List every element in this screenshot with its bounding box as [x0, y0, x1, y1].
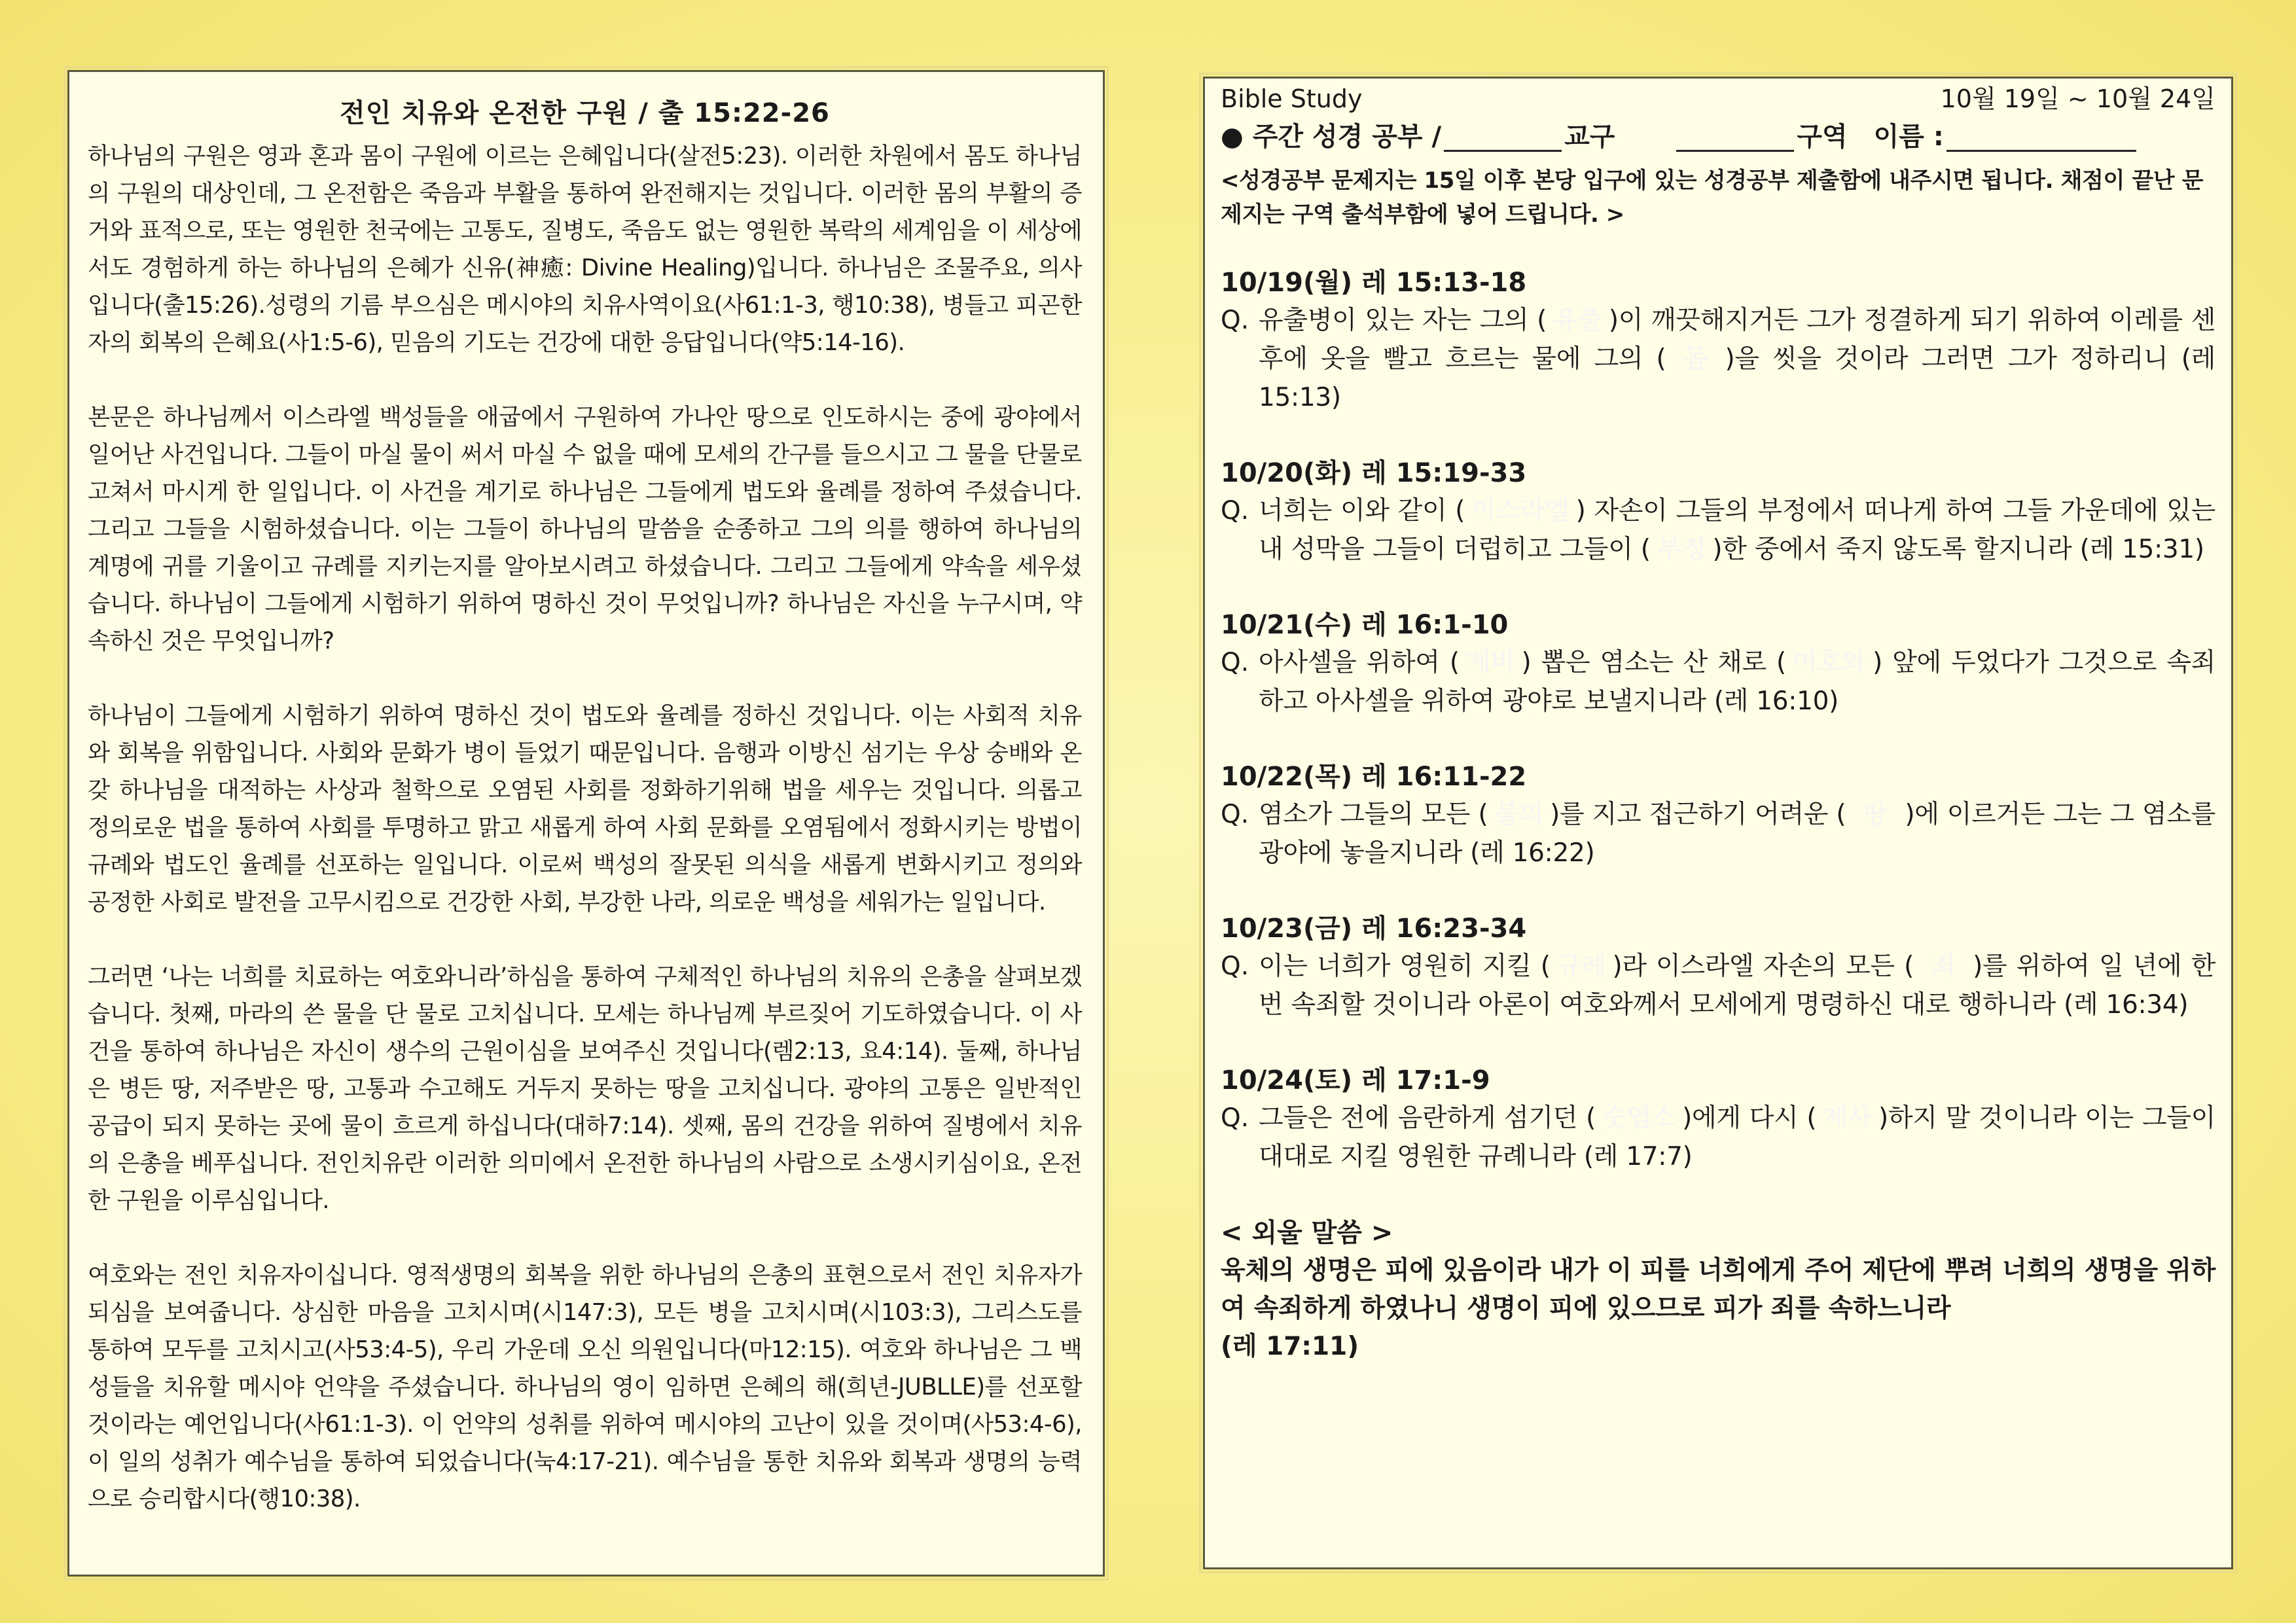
- question-text: 이는 너희가 영원히 지킬 (: [1259, 952, 1551, 981]
- study-day: [1221, 607, 2215, 721]
- question-text: 아사셀을 위하여 (: [1259, 648, 1460, 677]
- memory-verse: [1221, 1214, 2215, 1366]
- question-text: )에 이르거든 그는 그 염소를 광야에 놓을지니라 (레 16:22): [1259, 800, 2216, 868]
- question-text: )를 지고 접근하기 어려운 (: [1550, 800, 1846, 829]
- sermon-title: 전인 치유와 온전한 구원 / 출 15:22-26: [340, 98, 830, 128]
- memory-verse-text: 육체의 생명은 피에 있음이라 내가 이 피를 너희에게 주어 제단에 뿌려 너희의 생명을 위하여 속죄하게 하였나니 생명이 피에 있으므로 피가 죄를 속하느니라: [1221, 1256, 2215, 1323]
- day-heading: 10/23(금) 레 16:23-34: [1221, 914, 1527, 944]
- name-line: [1221, 118, 2215, 156]
- answer-blank[interactable]: 제사: [1823, 1103, 1872, 1133]
- question-text: ) 뽑은 염소는 산 채로 (: [1521, 648, 1786, 677]
- question: [1221, 947, 2215, 1024]
- question-text: 그들은 전에 음란하게 섬기던 (: [1259, 1103, 1596, 1133]
- day-heading: 10/24(토) 레 17:1-9: [1221, 1065, 1490, 1096]
- question-prefix: Q.: [1221, 1103, 1249, 1133]
- answer-blank[interactable]: 땅: [1863, 800, 1888, 829]
- question-prefix: Q.: [1221, 952, 1249, 981]
- answer-blank[interactable]: 제비: [1465, 648, 1515, 677]
- answer-blank[interactable]: 숫염소: [1602, 1103, 1676, 1133]
- answer-blank[interactable]: 여호와: [1792, 648, 1867, 677]
- answer-blank[interactable]: 유출: [1553, 306, 1602, 335]
- question: [1221, 643, 2215, 721]
- day-heading: 10/21(수) 레 16:1-10: [1221, 610, 1509, 640]
- question-text: )이 깨끗해지거든 그가 정결하게 되기 위하여 이레를 센 후에 옷을 빨고 흐르는 물에 그의 (: [1259, 306, 2215, 374]
- answer-blank[interactable]: 죄: [1931, 952, 1956, 981]
- question-text: 너희는 이와 같이 (: [1259, 496, 1465, 526]
- submission-notice: <성경공부 문제지는 15일 이후 본당 입구에 있는 성경공부 제출함에 내주시면 됩니다. 채점이 끝난 문제지는 구역 출석부함에 넣어 드립니다. >: [1221, 168, 2204, 228]
- district-blank[interactable]: [1444, 124, 1562, 152]
- sermon-paragraph: 본문은 하나님께서 이스라엘 백성들을 애굽에서 구원하여 가나안 땅으로 인도하시는 중에 광야에서 일어난 사건입니다. 그들이 마실 물이 써서 마실 수 없을 때에 모세의 간구를 들으시고 그 물을 단물로 고쳐서 마시게 한 일입니다. 이 사건을 계기로 하나님은 그들에게 법도와 율례를 정하여 주셨습니다. 그리고 그들을 시험하셨습니다. 이는 그들이 하나님의 말씀을 순종하고 그의 의를 행하여 하나님의 계명에 귀를 기울이고 규례를 지키는지를 알아보시려고 하셨습니다. 그리고 그들에게 약속을 세우셨습니다. 하나님이 그들에게 시험하기 위하여 명하신 것이 무엇입니까? 하나님은 자신을 누구시며, 약속하신 것은 무엇입니까?: [88, 404, 1082, 654]
- question-text: )를 위하여 일 년에 한 번 속죄할 것이니라 아론이 여호와께서 모세에게 명령하신 대로 행하니라 (레 16:34): [1259, 952, 2216, 1020]
- study-day: [1221, 1062, 2215, 1176]
- name-blank[interactable]: [1946, 124, 2136, 152]
- sermon-paragraph: 하나님의 구원은 영과 혼과 몸이 구원에 이르는 은혜입니다(살전5:23). 이러한 차원에서 몸도 하나님의 구원의 대상인데, 그 온전함은 죽음과 부활을 통하여 완전해지는 것입니다. 이러한 몸의 부활의 증거와 표적으로, 또는 영원한 천국에는 고통도, 질병도, 죽음도 없는 영원한 복락의 세계임을 이 세상에서도 경험하게 하는 하나님의 은혜가 신유(神癒: Divine Healing)입니다. 하나님은 조물주요, 의사입니다(출15:26).성령의 기름 부으심은 메시야의 치유사역이요(사61:1-3, 행10:38), 병들고 피곤한 자의 회복의 은혜요(사1:5-6), 믿음의 기도는 건강에 대한 응답입니다(약5:14-16).: [88, 143, 1082, 356]
- sermon-paragraph: 그러면 ‘나는 너희를 치료하는 여호와니라’하심을 통하여 구체적인 하나님의 치유의 은총을 살펴보겠습니다. 첫째, 마라의 쓴 물을 단 물로 고치십니다. 모세는 하나님께 부르짖어 기도하였습니다. 이 사건을 통하여 하나님은 자신이 생수의 근원이심을 보여주신 것입니다(렘2:13, 요4:14). 둘째, 하나님은 병든 땅, 저주받은 땅, 고통과 수고해도 거두지 못하는 땅을 고치십니다. 광야의 고통은 일반적인 공급이 되지 못하는 곳에 물이 흐르게 하십니다(대하7:14). 셋째, 몸의 건강을 위하여 질병에서 치유의 은총을 베푸십니다. 전인치유란 이러한 의미에서 온전한 하나님의 사람으로 소생시키심이요, 온전한 구원을 이루심입니다.: [88, 963, 1082, 1214]
- question-prefix: Q.: [1221, 648, 1249, 677]
- study-day: [1221, 758, 2215, 872]
- memory-verse-reference: (레 17:11): [1221, 1332, 1359, 1361]
- memory-verse-heading: < 외울 말씀 >: [1221, 1218, 1393, 1248]
- question: [1221, 491, 2215, 569]
- question-text: ) 자손이 그들의 부정에서 떠나게 하여 그들 가운데에 있는 내 성막을 그들이 더럽히고 그들이 (: [1259, 496, 2215, 564]
- question-text: )라 이스라엘 자손의 모든 (: [1612, 952, 1914, 981]
- answer-blank[interactable]: 이스라엘: [1471, 496, 1570, 526]
- question: [1221, 1099, 2215, 1176]
- study-header: [1221, 80, 2215, 118]
- question-prefix: Q.: [1221, 306, 1249, 335]
- section-blank[interactable]: [1676, 124, 1794, 152]
- question-text: )한 중에서 죽지 않도록 할지니라 (레 15:31): [1712, 535, 2204, 564]
- question-prefix: Q.: [1221, 496, 1249, 526]
- section-label: 구역: [1797, 122, 1848, 152]
- question: [1221, 301, 2215, 417]
- question-text: )을 씻을 것이라 그러면 그가 정하리니 (레 15:13): [1259, 344, 2215, 412]
- day-heading: 10/19(월) 레 15:13-18: [1221, 268, 1527, 298]
- study-brand: Bible Study: [1221, 84, 1363, 113]
- question-text: )에게 다시 (: [1682, 1103, 1817, 1133]
- answer-blank[interactable]: 부정: [1657, 535, 1706, 564]
- sermon-panel: [67, 70, 1105, 1577]
- day-heading: 10/22(목) 레 16:11-22: [1221, 762, 1527, 792]
- question-text: ) 앞에 두었다가 그것으로 속죄하고 아사셀을 위하여 광야로 보낼지니라 (레 16:10): [1259, 648, 2215, 716]
- question-prefix: Q.: [1221, 800, 1249, 829]
- study-day: [1221, 910, 2215, 1024]
- question-text: )하지 말 것이니라 이는 그들이 대대로 지킬 영원한 규례니라 (레 17:7): [1259, 1103, 2215, 1171]
- question-text: 염소가 그들의 모든 (: [1259, 800, 1488, 829]
- answer-blank[interactable]: 불의: [1494, 800, 1544, 829]
- sermon-paragraph: 여호와는 전인 치유자이십니다. 영적생명의 회복을 위한 하나님의 은총의 표현으로서 전인 치유자가 되심을 보여줍니다. 상심한 마음을 고치시며(시147:3), 모든 병을 고치시며(시103:3), 그리스도를 통하여 모두를 고치시고(사53:4-5), 우리 가운데 오신 의원입니다(마12:15). 여호와 하나님은 그 백성들을 치유할 메시야 언약을 주셨습니다. 하나님의 영이 임하면 은혜의 해(희년-JUBLLE)를 선포할 것이라는 예언입니다(사61:1-3). 이 언약의 성취를 위하여 메시야의 고난이 있을 것이며(사53:4-6), 이 일의 성취가 예수님을 통하여 되었습니다(눅4:17-21). 예수님을 통한 치유와 회복과 생명의 능력으로 승리합시다(행10:38).: [88, 1262, 1082, 1512]
- question: [1221, 795, 2215, 872]
- study-dates: 10월 19일 ~ 10월 24일: [1940, 84, 2215, 113]
- name-label: 이름 :: [1873, 122, 1944, 152]
- study-day: [1221, 455, 2215, 569]
- question-text: 유출병이 있는 자는 그의 (: [1259, 306, 1547, 335]
- bible-study-panel: [1203, 77, 2233, 1569]
- name-line-label: ● 주간 성경 공부 /: [1221, 122, 1442, 152]
- district-label: 교구: [1564, 122, 1615, 152]
- study-day: [1221, 264, 2215, 417]
- sermon-paragraph: 하나님이 그들에게 시험하기 위하여 명하신 것이 법도와 율례를 정하신 것입니다. 이는 사회적 치유와 회복을 위함입니다. 사회와 문화가 병이 들었기 때문입니다. 음행과 이방신 섬기는 우상 숭배와 온갖 하나님을 대적하는 사상과 철학으로 오염된 사회를 정화하기위해 법을 세우는 것입니다. 의롭고 정의로운 법을 통하여 사회를 투명하고 맑고 새롭게 하여 사회 문화를 오염됨에서 정화시키는 방법이 규례와 법도인 율례를 선포하는 일입니다. 이로써 백성의 잘못된 의식을 새롭게 변화시키고 정의와 공정한 사회로 발전을 고무시킴으로 건강한 사회, 부강한 나라, 의로운 백성을 세워가는 일입니다.: [88, 702, 1082, 916]
- answer-blank[interactable]: 규례: [1556, 952, 1606, 981]
- day-heading: 10/20(화) 레 15:19-33: [1221, 458, 1527, 488]
- answer-blank[interactable]: 몸: [1683, 344, 1708, 374]
